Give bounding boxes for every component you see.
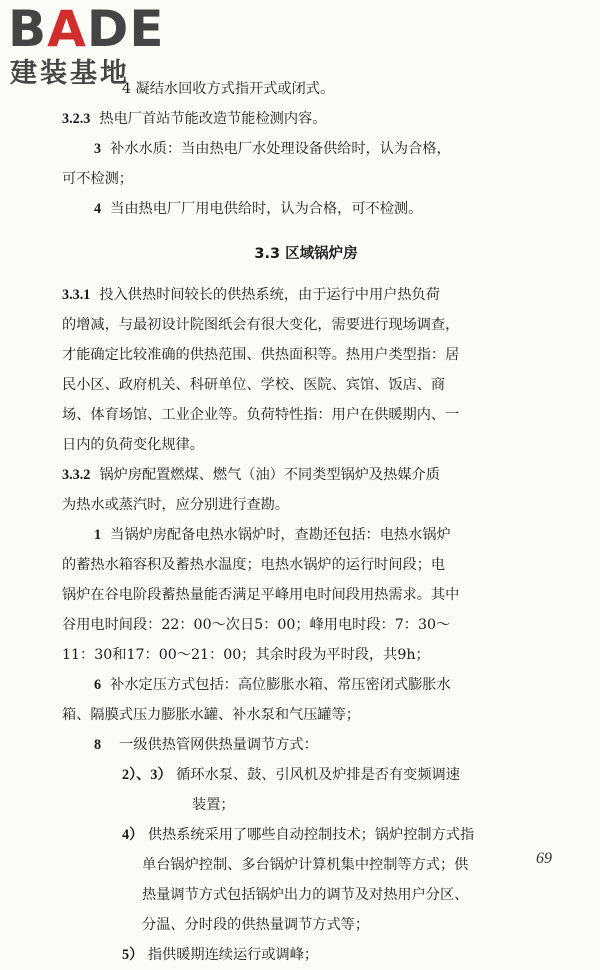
- text-line: 锅炉在谷电阶段蓄热量能否满足平峰用电时间段用热需求。其中: [62, 587, 460, 603]
- clause-item: 1 当锅炉房配备电热水锅炉时，查勘还包括：电热水锅炉: [94, 527, 451, 543]
- text-line: 谷用电时间段：22：00～次日5：00；峰用电时段：7：30～: [62, 617, 451, 633]
- clause-3-3-2: 3.3.2 锅炉房配置燃煤、燃气（油）不同类型锅炉及热媒介质: [62, 467, 440, 483]
- section-heading: 3.3 区域锅炉房: [254, 246, 358, 262]
- clause-item: 4 当由热电厂厂用电供给时，认为合格，可不检测。: [94, 201, 423, 217]
- clause-3-3-1: 3.3.1 投入供热时间较长的供热系统，由于运行中用户热负荷: [62, 287, 440, 303]
- clause-item: 8 一级供热管网供热量调节方式：: [94, 737, 318, 753]
- document-body: [62, 74, 550, 970]
- text-line: 的增减，与最初设计院图纸会有很大变化，需要进行现场调查，: [62, 317, 460, 333]
- sub-item: 4） 供热系统采用了哪些自动控制技术；锅炉控制方式指: [122, 827, 475, 843]
- clause-item: 3 补水水质：当由热电厂水处理设备供给时，认为合格，: [94, 141, 451, 157]
- logo-tagline: 建装基地: [10, 58, 130, 89]
- text-line: 装置；: [192, 797, 235, 813]
- text-line: 可不检测；: [62, 171, 133, 187]
- clause-item: 6 补水定压方式包括：高位膨胀水箱、常压密闭式膨胀水: [94, 677, 451, 693]
- sub-item: 2）、3） 循环水泵、鼓、引风机及炉排是否有变频调速: [122, 767, 460, 783]
- text-line: 11：30和17：00～21：00；其余时段为平时段，共9h；: [62, 647, 430, 663]
- page-number: 69: [536, 850, 552, 867]
- text-line: 才能确定比较准确的供热范围、供热面积等。热用户类型指：居: [62, 347, 460, 363]
- text-line: 为热水或蒸汽时，应分别进行查勘。: [62, 497, 290, 513]
- logo-wordmark: BADE: [8, 0, 165, 58]
- text-line: 场、体育场馆、工业企业等。负荷特性指：用户在供暖期内、一: [62, 407, 460, 423]
- clause-3-2-3: 3.2.3 热电厂首站节能改造节能检测内容。: [62, 111, 327, 127]
- text-line: 热量调节方式包括锅炉出力的调节及对热用户分区、: [142, 887, 469, 903]
- text-line: 4 凝结水回收方式指开式或闭式。: [122, 81, 335, 97]
- text-line: 民小区、政府机关、科研单位、学校、医院、宾馆、饭店、商: [62, 377, 446, 393]
- text-line: 单台锅炉控制、多台锅炉计算机集中控制等方式；供: [142, 857, 469, 873]
- text-line: 的蓄热水箱容积及蓄热水温度；电热水锅炉的运行时间段；电: [62, 557, 446, 573]
- text-line: 日内的负荷变化规律。: [62, 437, 204, 453]
- sub-item: 5） 指供暖期连续运行或调峰；: [122, 947, 319, 963]
- text-line: 分温、分时段的供热量调节方式等；: [142, 917, 370, 933]
- text-line: 箱、隔膜式压力膨胀水罐、补水泵和气压罐等；: [62, 707, 360, 723]
